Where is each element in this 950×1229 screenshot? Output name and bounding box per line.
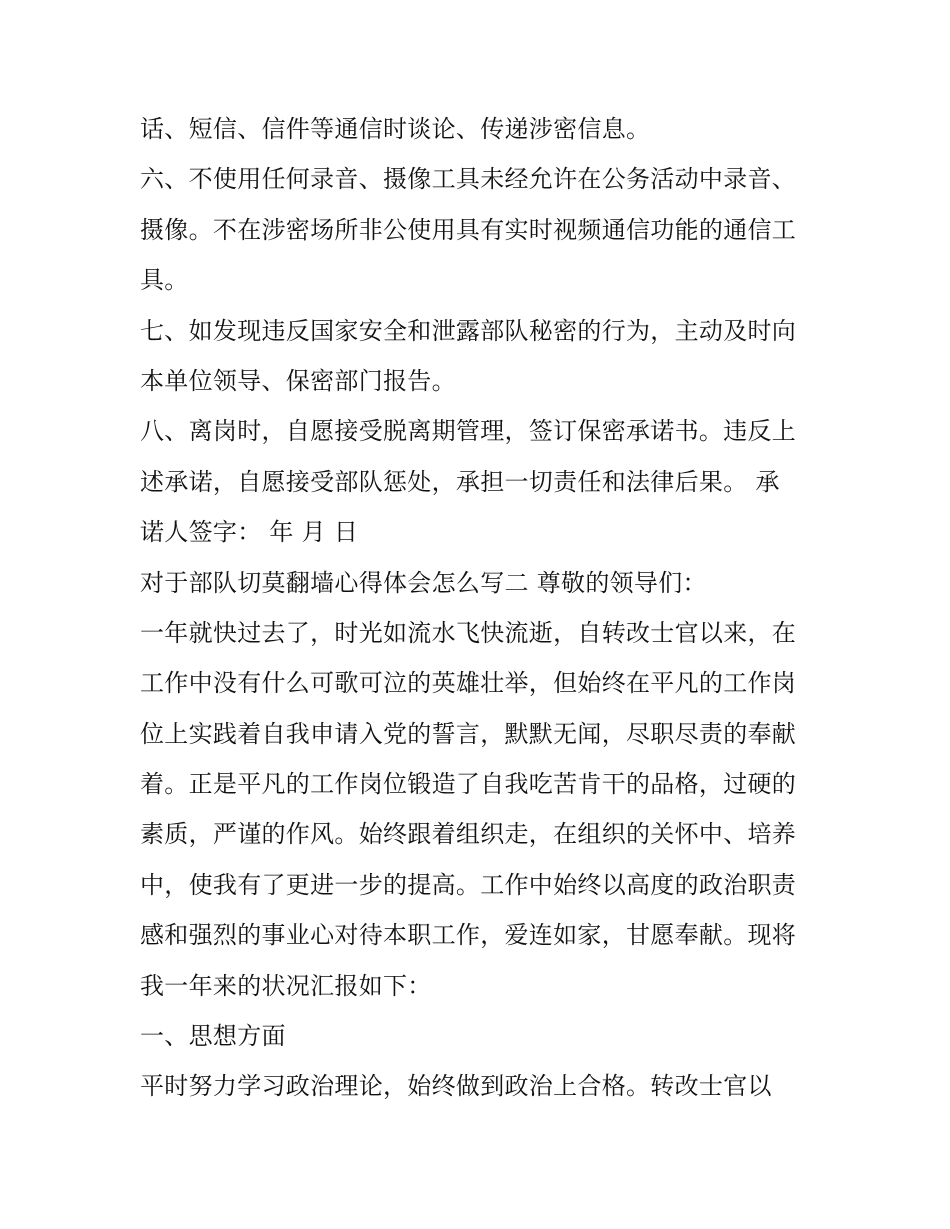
document-body	[140, 104, 820, 1112]
text-line: 一年就快过去了，时光如流水飞快流逝，自转改士官以来，在	[140, 618, 797, 647]
text-line: 位上实践着自我申请入党的誓言，默默无闻，尽职尽责的奉献	[140, 719, 797, 748]
text-line: 本单位领导、保密部门报告。	[140, 366, 456, 395]
text-line: 述承诺，自愿接受部队惩处，承担一切责任和法律后果。 承	[140, 467, 780, 496]
text-line: 我一年来的状况汇报如下：	[140, 971, 432, 1000]
text-line: 摄像。不在涉密场所非公使用具有实时视频通信功能的通信工	[140, 215, 797, 244]
text-line: 话、短信、信件等通信时谈论、传递涉密信息。	[140, 115, 651, 143]
text-line: 中，使我有了更进一步的提高。工作中始终以高度的政治职责	[140, 870, 797, 899]
text-line: 素质，严谨的作风。始终跟着组织走，在组织的关怀中、培养	[140, 820, 797, 849]
text-line: 着。正是平凡的工作岗位锻造了自我吃苦肯干的品格，过硬的	[140, 770, 797, 799]
text-line: 平时努力学习政治理论，始终做到政治上合格。转改士官以	[140, 1072, 772, 1101]
text-line: 工作中没有什么可歌可泣的英雄壮举，但始终在平凡的工作岗	[140, 669, 797, 698]
text-line: 具。	[140, 266, 189, 295]
text-line: 八、离岗时，自愿接受脱离期管理，签订保密承诺书。违反上	[140, 417, 797, 446]
section-heading: 对于部队切莫翻墙心得体会怎么写二 尊敬的领导们：	[140, 568, 707, 597]
subsection-heading: 一、思想方面	[140, 1022, 286, 1051]
text-line: 七、如发现违反国家安全和泄露部队秘密的行为，主动及时向	[140, 316, 797, 345]
text-line: 诺人签字： 年 月 日	[140, 518, 359, 547]
text-line: 感和强烈的事业心对待本职工作，爱连如家，甘愿奉献。现将	[140, 921, 797, 950]
text-line: 六、不使用任何录音、摄像工具未经允许在公务活动中录音、	[140, 165, 797, 194]
